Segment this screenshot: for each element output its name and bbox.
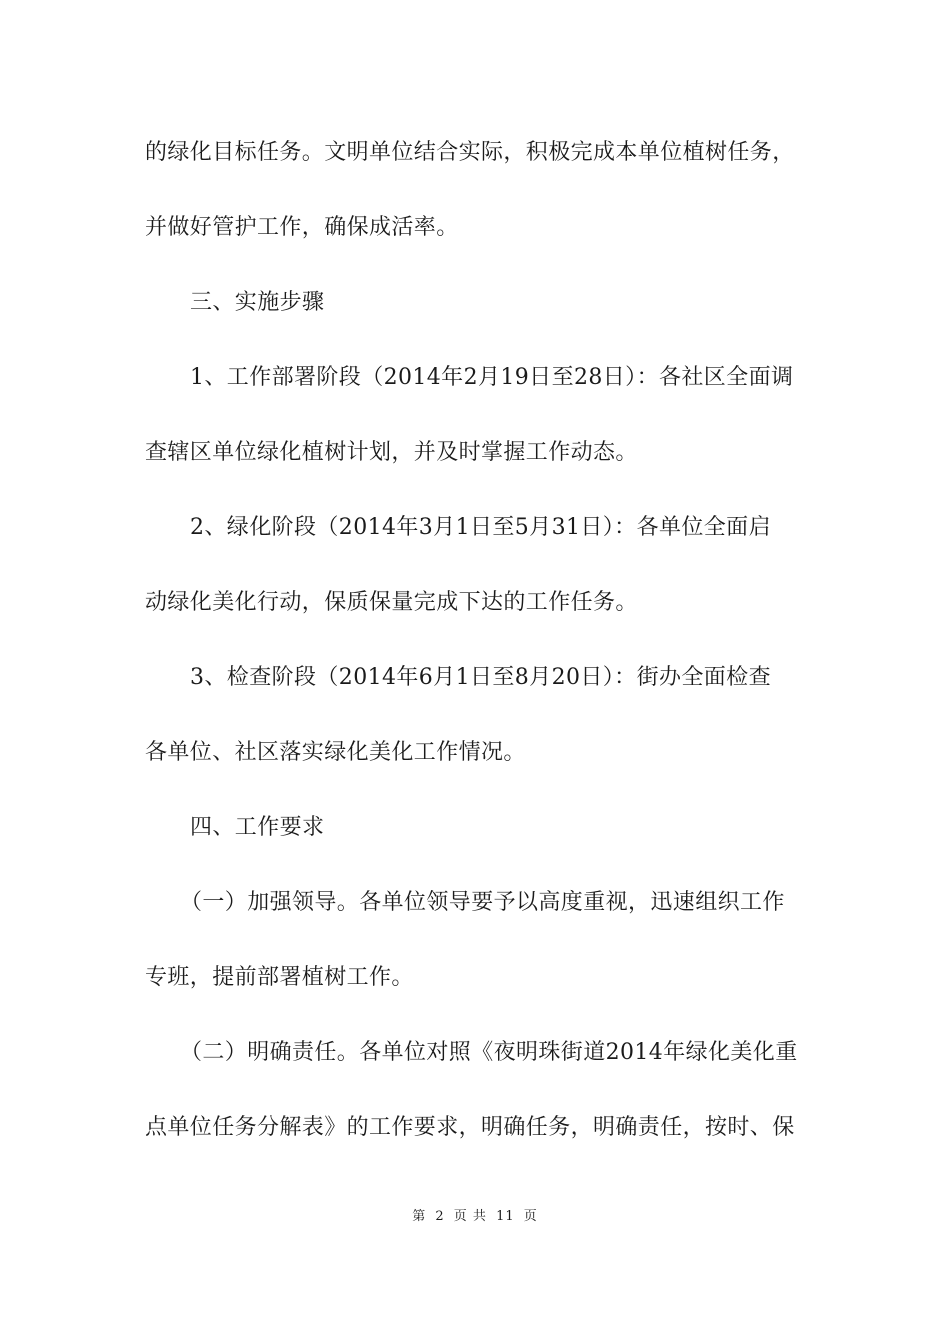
footer-middle: 页 共: [453, 1209, 487, 1224]
text-line: 2、绿化阶段（2014年3月1日至5月31日）：各单位全面启: [190, 515, 771, 540]
text-line: 并做好管护工作，确保成活率。: [145, 215, 459, 240]
section-heading: 四、工作要求: [190, 815, 325, 840]
text-line: 各单位、社区落实绿化美化工作情况。: [145, 740, 526, 765]
footer-current-page: 2: [435, 1209, 445, 1224]
footer-total-pages: 11: [496, 1209, 515, 1224]
text-line: 查辖区单位绿化植树计划，并及时掌握工作动态。: [145, 440, 638, 465]
text-line: 的绿化目标任务。文明单位结合实际，积极完成本单位植树任务，: [145, 140, 795, 165]
section-heading: 三、实施步骤: [190, 290, 325, 315]
text-line: 动绿化美化行动，保质保量完成下达的工作任务。: [145, 590, 638, 615]
text-line: 1、工作部署阶段（2014年2月19日至28日）：各社区全面调: [190, 365, 794, 390]
text-line: 点单位任务分解表》的工作要求，明确任务，明确责任，按时、保: [145, 1115, 795, 1140]
text-line: 3、检查阶段（2014年6月1日至8月20日）：街办全面检查: [190, 665, 771, 690]
footer-suffix: 页: [523, 1209, 538, 1224]
text-line: （一）加强领导。各单位领导要予以高度重视，迅速组织工作: [180, 890, 785, 915]
page-footer: [0, 1208, 950, 1226]
text-line: （二）明确责任。各单位对照《夜明珠街道2014年绿化美化重: [180, 1040, 798, 1065]
footer-prefix: 第: [412, 1209, 427, 1224]
text-line: 专班，提前部署植树工作。: [145, 965, 414, 990]
